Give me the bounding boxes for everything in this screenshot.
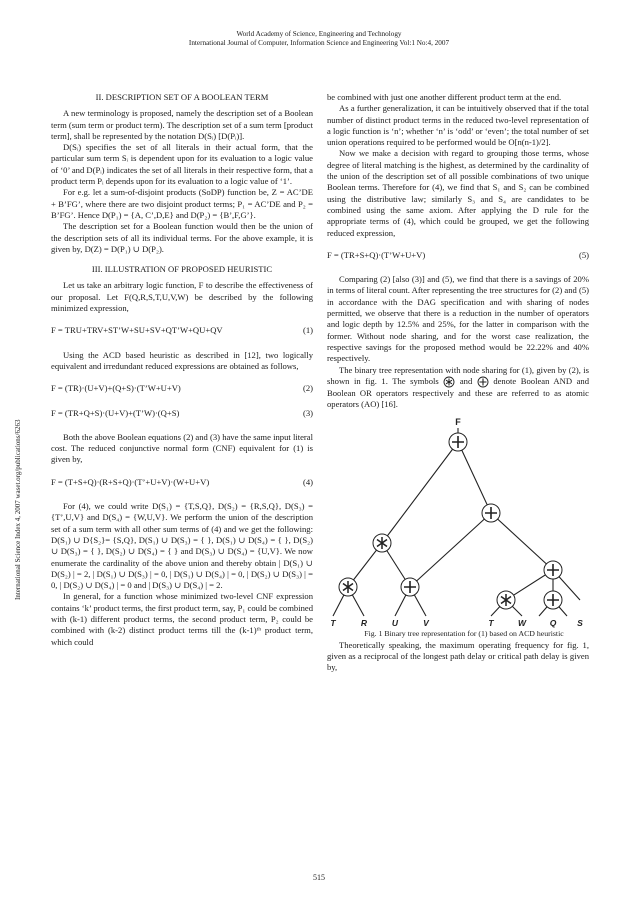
section-2-title: II. DESCRIPTION SET OF A BOOLEAN TERM — [95, 92, 269, 102]
or-node-icon — [544, 561, 562, 579]
tree-edges — [333, 428, 580, 616]
paragraph: As a further generalization, it can be intuitively observed that if the total number of distinct product terms in the reduced two-level representation of a logic function is ‘n’; whether ‘n’ is ‘odd’ or ‘even’; the total number of set union operations required to be performed would be O[n(n-1)/2]. — [327, 103, 589, 148]
and-node-icon — [497, 591, 515, 609]
paragraph: For (4), we could write D(S₁) = {T,S,Q}, D(S₂) = {R,S,Q}, D(S₃) = {T’,U,V} and D(S₄) = {W,U,V}. We perform the union of the description set of a sum term with all other sum terms of (4) and we get the following: D(S₁) ∪ D{S₂}= {S,Q}, D(S₁) ∪ D(S₃) = { }, D(S₁) ∪ D(S₄) = { }, D(S₂) ∪ D(S₃) = { }, D(S₂) ∪ D(S₄) = { } and D(S₃) ∪ D(S₄) = {U,V}. We now enumerate the cardinality of the above union and thereby obtain | D(S₁) ∪ D(S₂) | = 2, | D(S₁) ∪ D(S₃) | = 0, | D(S₁) ∪ D(S₄) | = 0, | D(S₂) ∪ D(S₃) | = 0, | D(S₂) ∪ D(S₄) | = 0 and | D(S₃) ∪ D(S₄) | = 2. — [51, 501, 313, 591]
paragraph: Theoretically speaking, the maximum operating frequency for fig. 1, given as a reciprocal of the longest path delay or critical path delay is given by, — [327, 639, 589, 673]
leaf-label: U — [391, 618, 399, 629]
equation-2 — [51, 383, 313, 394]
side-watermark: International Science Index 4, 2007 waset.org/publications/6263 — [14, 419, 22, 600]
leaf-label: S — [577, 618, 583, 629]
paragraph: Let us take an arbitrary logic function, F to describe the effectiveness of our proposal. Let F(Q,R,S,T,U,V,W) be described by the following minimized expression, — [51, 280, 313, 314]
paragraph: Using the ACD based heuristic as described in [12], two logically equivalent and irredundant reduced expressions are obtained as follows, — [51, 349, 313, 371]
page-number: 515 — [313, 873, 325, 882]
equation-number: (4) — [302, 476, 313, 487]
text-run: The binary tree representation with node sharing for (1), given by (2), is shown in fig. 1. The symbols — [327, 364, 589, 386]
equation-number: (2) — [302, 383, 313, 394]
equation-text: F = TRU+TRV+ST’W+SU+SV+QT’W+QU+QV — [51, 325, 223, 336]
equation-3 — [51, 408, 313, 419]
leaf-label: T — [330, 618, 336, 629]
equation-5 — [327, 250, 589, 261]
binary-tree-figure — [327, 416, 589, 628]
equation-text: F = (TR+Q+S)·(U+V)+(T’W)·(Q+S) — [51, 407, 180, 418]
equation-number: (5) — [578, 249, 589, 260]
and-node-icon — [339, 578, 357, 596]
and-node-icon — [373, 534, 391, 552]
left-column — [51, 92, 313, 648]
text-run: and — [459, 375, 473, 386]
paragraph — [327, 365, 589, 411]
equation-text: F = (TR+S+Q)·(T’W+U+V) — [327, 249, 426, 260]
equation-4 — [51, 477, 313, 488]
paragraph: In general, for a function whose minimized two-level CNF expression contains ‘k’ product terms, the first product term, say, P₁ could be combined with (k-1) different product terms, the second product term, P₂ could be combined with (k-2) distinct product terms till the (k-1)ᵗʰ product term, which could — [51, 591, 313, 647]
text-run: denote Boolean AND and Boolean OR operators respectively and these are referred to as atomic operators (AO) [16]. — [327, 375, 589, 410]
tree-nodes — [339, 433, 562, 609]
section-3-title: III. ILLUSTRATION OF PROPOSED HEURISTIC — [91, 264, 273, 275]
right-column — [327, 92, 589, 674]
paragraph: Both the above Boolean equations (2) and (3) have the same input literal cost. The reduced conjunctive normal form (CNF) equivalent for (1) is given by, — [51, 431, 313, 465]
journal-volume: International Journal of Computer, Information Science and Engineering Vol:1 No:4, 2007 — [188, 39, 450, 47]
equation-1 — [51, 325, 313, 336]
paragraph: The description set for a Boolean function would then be the union of the description sets of all its individual terms. For the above example, it is given by, D(Z) = D(P₁) ∪ D(P₂). — [51, 221, 313, 254]
or-node-icon — [449, 433, 467, 451]
leaf-label: Q — [549, 618, 557, 629]
tree-root-label: F — [455, 417, 461, 428]
or-operator-icon — [477, 376, 489, 388]
paragraph: Comparing (2) [also (3)] and (5), we find that there is a savings of 20% in terms of literal count. After representing the tree structures for (2) and (5) in accordance with the DAG specification and with sharing of nodes permitted, we observe that there is a reduction in the number of operators and logic depth by 12.5% and 25%, for the latter in comparison with the former. Without node sharing, and for the worst case realization, the respective savings for the proposed method would be 22.22% and 40% respectively. — [327, 274, 589, 364]
journal-name: World Academy of Science, Engineering and Technology — [236, 30, 402, 38]
and-operator-icon — [443, 376, 455, 388]
leaf-label: T — [488, 618, 494, 629]
equation-number: (3) — [302, 407, 313, 418]
or-node-icon — [401, 578, 419, 596]
paragraph: D(Sᵢ) specifies the set of all literals in their actual form, that the particular sum term Sᵢ is dependent upon for its evaluation to a logic value of ‘0’ and D(Pᵢ) indicates the set of all literals in their respective form, that a product term Pᵢ depends upon for its evaluation to a logic value of ‘1’. — [51, 142, 313, 187]
paragraph: A new terminology is proposed, namely the description set of a Boolean term (sum term or product term). The description set of a sum term [product term], shall be represented by the notation D(Sᵢ) [D(Pᵢ)]. — [51, 108, 313, 141]
leaf-label: R — [360, 618, 368, 629]
paragraph: Now we make a decision with regard to grouping those terms, whose degree of literal matching is the highest, as determined by the cardinality of the union of the description set of all possible combinations of two unique Boolean terms. Therefore for (4), we find that S₁ and S₂ can be combined using the distributive law; similarly S₃ and S₄ are candidates to be combined using the same axiom. After applying the D rule for the appropriate terms of (4), which could be grouped, we get the following reduced expression, — [327, 148, 589, 238]
equation-text: F = (T+S+Q)·(R+S+Q)·(T’+U+V)·(W+U+V) — [51, 476, 210, 487]
figure-caption: Fig. 1 Binary tree representation for (1) based on ACD heuristic — [364, 629, 564, 639]
equation-text: F = (TR)·(U+V)+(Q+S)·(T’W+U+V) — [51, 383, 181, 394]
paragraph: For e.g. let a sum-of-disjoint products (SoDP) function be, Z = AC’DE + B’FG’, where there are two disjoint product terms; P₁ = AC’DE and P₂ = B’FG’. Hence D(P₁) = {A, C’,D,E} and D(P₂) = {B’,F,G’}. — [51, 187, 313, 220]
leaf-label: W — [517, 618, 527, 629]
or-node-icon — [544, 591, 562, 609]
equation-number: (1) — [302, 325, 313, 336]
leaf-label: V — [423, 618, 429, 629]
paragraph: be combined with just one another different product term at the end. — [327, 92, 562, 102]
or-node-icon — [482, 504, 500, 522]
